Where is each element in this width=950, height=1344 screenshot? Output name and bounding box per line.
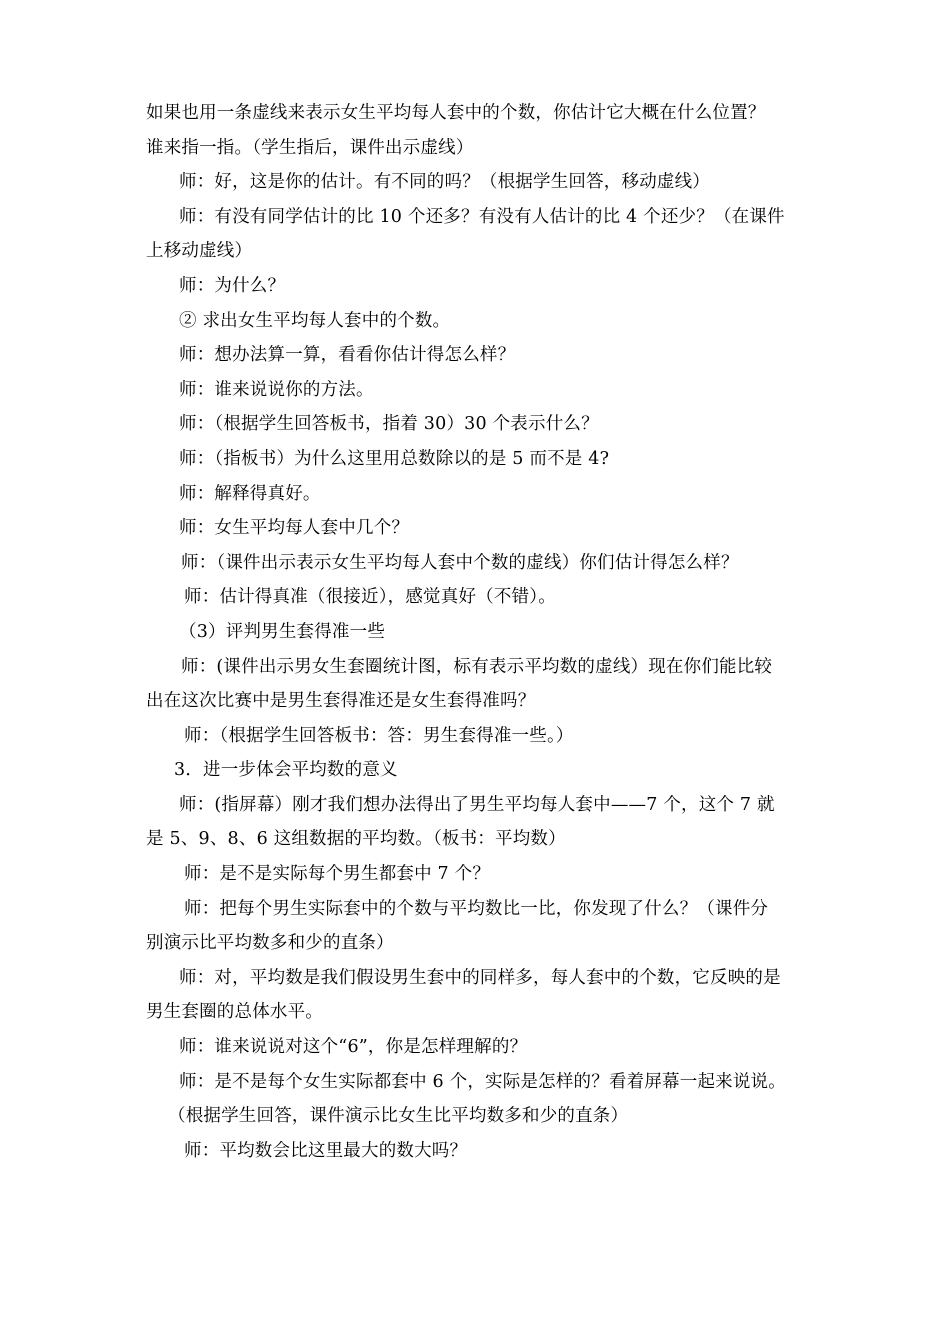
paragraph-line: 男生套圈的总体水平。 [146,1002,323,1023]
paragraph-line: 师：把每个男生实际套中的个数与平均数比一比，你发现了什么？（课件分 [184,898,769,919]
paragraph-line: 3．进一步体会平均数的意义 [174,760,398,781]
paragraph-line: 师：是不是实际每个男生都套中 7 个？ [184,864,491,885]
paragraph-line: 师：(指屏幕）刚才我们想办法得出了男生平均每人套中——7 个，这个 7 就 [179,794,775,815]
paragraph-line: 师：谁来说说对这个“6”，你是怎样理解的？ [179,1037,528,1058]
paragraph-line: 如果也用一条虚线来表示女生平均每人套中的个数，你估计它大概在什么位置？ [146,103,766,123]
paragraph-line: 师：(课件出示男女生套圈统计图，标有表示平均数的虚线）现在你们能比较 [181,656,773,677]
paragraph-line: 师：女生平均每人套中几个？ [179,518,410,539]
paragraph-line: 师：（根据学生回答板书：答：男生套得准一些。） [184,725,574,746]
paragraph-line: 别演示比平均数多和少的直条） [146,933,394,954]
paragraph-line: 师：估计得真准（很接近），感觉真好（不错）。 [184,587,556,608]
paragraph-line: 师：为什么？ [179,275,286,296]
paragraph-line: 出在这次比赛中是男生套得准还是女生套得准吗？ [146,691,536,712]
paragraph-line: 师：好，这是你的估计。有不同的吗？（根据学生回答，移动虚线） [179,172,710,193]
paragraph-line: （3）评判男生套得准一些 [179,621,386,642]
paragraph-line: 师：是不是每个女生实际都套中 6 个，实际是怎样的？看着屏幕一起来说说。 [179,1071,786,1092]
paragraph-line: 谁来指一指。（学生指后，课件出示虚线） [146,137,474,158]
paragraph-line: 师：平均数会比这里最大的数大吗？ [184,1140,468,1161]
paragraph-line: 师：对，平均数是我们假设男生套中的同样多，每人套中的个数，它反映的是 [179,967,781,988]
paragraph-line: 师：（指板书）为什么这里用总数除以的是 5 而不是 4? [179,448,610,469]
paragraph-line: 师：想办法算一算，看看你估计得怎么样？ [179,345,516,366]
paragraph-line: 师：解释得真好。 [179,483,321,504]
paragraph-line: 师：谁来说说你的方法。 [179,379,374,400]
paragraph-line: 师：（根据学生回答板书，指着 30）30 个表示什么？ [179,414,599,435]
paragraph-line: ② 求出女生平均每人套中的个数。 [179,310,451,331]
document-body [146,96,808,1168]
paragraph-line: 师：有没有同学估计的比 10 个还多？有没有人估计的比 4 个还少？（在课件 [179,206,785,227]
paragraph-line: 师：（课件出示表示女生平均每人套中个数的虚线）你们估计得怎么样？ [181,552,739,573]
paragraph-line: （根据学生回答，课件演示比女生比平均数多和少的直条） [168,1106,629,1127]
paragraph-line: 是 5、9、8、6 这组数据的平均数。（板书：平均数） [146,829,566,850]
paragraph-line: 上移动虚线） [146,241,253,262]
